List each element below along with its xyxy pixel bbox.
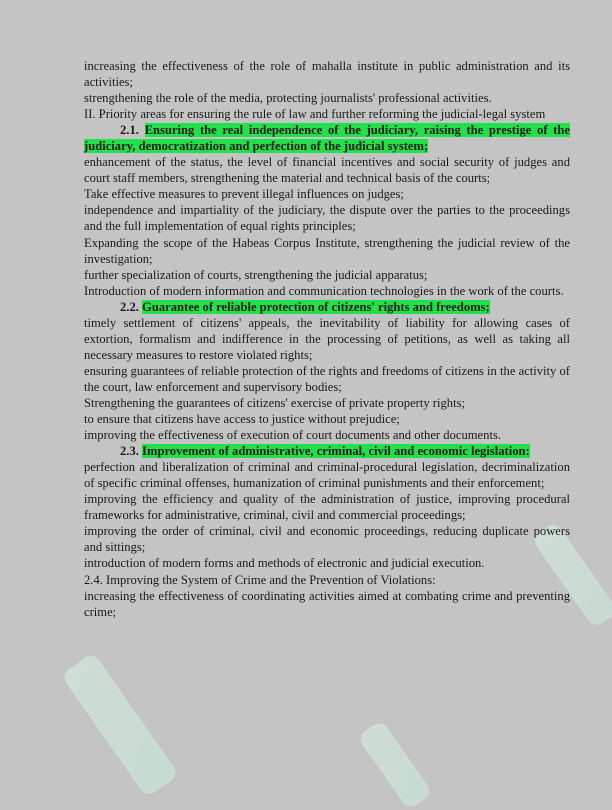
highlighted-heading: Guarantee of reliable protection of citizens' rights and freedoms;: [142, 299, 490, 314]
paragraph: improving the order of criminal, civil and economic proceedings, reducing duplicate powers and sittings;: [84, 524, 570, 555]
heading-2-2: [84, 299, 570, 315]
heading-2-3: [84, 443, 570, 459]
heading-number: 2.1.: [120, 123, 139, 138]
paragraph: Introduction of modern information and communication technologies in the work of the courts.: [84, 283, 564, 298]
paragraph: improving the effectiveness of execution of court documents and other documents.: [84, 428, 501, 443]
paragraph: Take effective measures to prevent illegal influences on judges;: [84, 187, 404, 202]
paragraph: strengthening the role of the media, protecting journalists' professional activities.: [84, 91, 492, 106]
highlighted-heading: Improvement of administrative, criminal, civil and economic legislation:: [142, 444, 530, 459]
heading-number: 2.3.: [120, 444, 139, 459]
highlighted-heading: Ensuring the real independence of the judiciary, raising the prestige of the judiciary, democratization and perfection of the judicial system;: [84, 123, 570, 154]
paragraph: increasing the effectiveness of coordinating activities aimed at combating crime and preventing crime;: [84, 588, 570, 619]
paragraph: Expanding the scope of the Habeas Corpus Institute, strengthening the judicial review of the investigation;: [84, 235, 570, 266]
heading-number: 2.2.: [120, 299, 139, 314]
paragraph: improving the efficiency and quality of the administration of justice, improving procedural frameworks for administrative, criminal, civil and commercial proceedings;: [84, 492, 570, 523]
paragraph: to ensure that citizens have access to justice without prejudice;: [84, 412, 400, 427]
heading-2-1: [84, 122, 570, 154]
paragraph: increasing the effectiveness of the role of mahalla institute in public administration and its activities;: [84, 59, 570, 90]
watermark-shape: [61, 652, 180, 798]
paragraph: ensuring guarantees of reliable protection of the rights and freedoms of citizens in the activity of the court, law enforcement and supervisory bodies;: [84, 363, 570, 394]
paragraph: independence and impartiality of the judiciary, the dispute over the parties to the proceedings and the full implementation of equal rights principles;: [84, 203, 570, 234]
paragraph: timely settlement of citizens' appeals, the inevitability of liability for allowing cases of extortion, formalism and indifference in the processing of petitions, as well as taking all necessary measures to restore violated rights;: [84, 315, 570, 362]
paragraph: introduction of modern forms and methods of electronic and judicial execution.: [84, 556, 485, 571]
paragraph: II. Priority areas for ensuring the rule of law and further reforming the judicial-legal system: [84, 107, 546, 122]
paragraph: 2.4. Improving the System of Crime and the Prevention of Violations:: [84, 572, 436, 587]
paragraph: perfection and liberalization of criminal and criminal-procedural legislation, decriminalization of specific criminal offenses, humanization of criminal punishments and their enforcement;: [84, 460, 570, 491]
paragraph: further specialization of courts, strengthening the judicial apparatus;: [84, 267, 428, 282]
paragraph: Strengthening the guarantees of citizens' exercise of private property rights;: [84, 395, 465, 410]
watermark-shape: [357, 720, 433, 810]
paragraph: enhancement of the status, the level of financial incentives and social security of judges and court staff members, strengthening the material and technical basis of the courts;: [84, 155, 570, 186]
document-page: [84, 58, 570, 620]
